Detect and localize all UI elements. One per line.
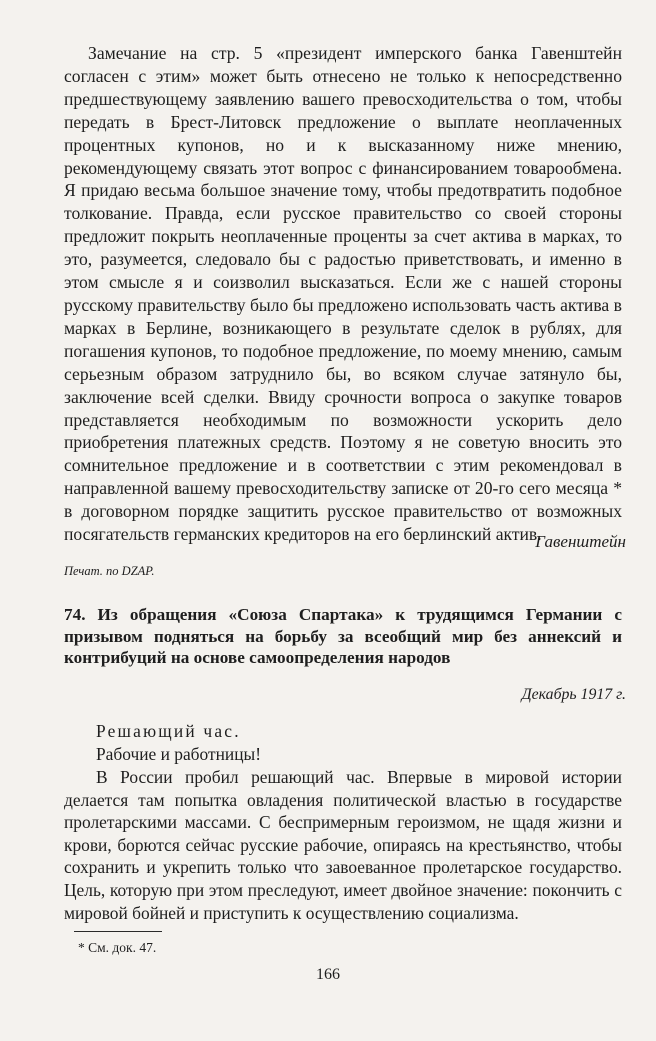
source-note: Печат. по DZAP. — [64, 564, 155, 578]
appeal-paragraph: В России пробил решающий час. Впервые в мировой истории делается там попытка овладения политической властью в государстве пролетарскими массами. С беспримерным героизмом, не щадя жизни и крови, борются сейчас русские рабочие, опираясь на крестьянство, чтобы сохранить и укрепить только что завоеванное пролетарское государство. Цель, которую при этом преследуют, имеет двойное значение: покончить с мировой бойней и приступить к осуществлению социализма. — [64, 767, 622, 923]
footnote: * См. док. 47. — [78, 940, 157, 955]
document-date: Декабрь 1917 г. — [521, 686, 626, 703]
appeal-address: Рабочие и работницы! — [96, 744, 261, 764]
page-number: 166 — [316, 966, 340, 983]
body-paragraph: Замечание на стр. 5 «президент имперского банка Гавенштейн согласен с этим» может быть отнесено не только к непосредственно предшествующему заявлению вашего превосходительства о том, чтобы передать в Брест-Литовск предложение о выплате неоплаченных процентных купонов, но и к высказанному ниже мнению, рекомендующему связать этот вопрос с финансированием товарообмена. Я придаю весьма большое значение тому, чтобы предотвратить подобное толкование. Правда, если русское правительство со своей стороны предложит покрыть неоплаченные проценты за счет актива в марках, то это, разумеется, следовало бы с радостью приветствовать, и именно в этом смысле я и соизволил высказаться. Если же с нашей стороны русскому правительству было бы предложено использовать часть актива в марках в Берлине, возникающего в результате сделок в рублях, для погашения купонов, то подобное предложение, по моему мнению, самым серьезным образом затруднило бы, во всяком случае затянуло бы, заключение всей сделки. Ввиду срочности вопроса о закупке товаров представляется необходимым по возможности ускорить дело приобретения платежных средств. Поэтому я не советую вносить это сомнительное предложение и в соответствии с этим рекомендовал в направленной вашему превосходительству записке от 20-го сего месяца * в договорном порядке защитить русское правительство от возможных посягательств германских кредиторов на его берлинский актив. — [64, 43, 622, 545]
document-heading: 74. Из обращения «Союза Спартака» к трудящимся Германии с призывом подняться на борьбу за всеобщий мир без аннексий и контрибуций на основе самоопределения народов — [64, 605, 622, 667]
appeal-title: Решающий час. — [96, 721, 241, 741]
footnote-divider — [74, 931, 162, 932]
signature: Гавенштейн — [535, 532, 626, 551]
